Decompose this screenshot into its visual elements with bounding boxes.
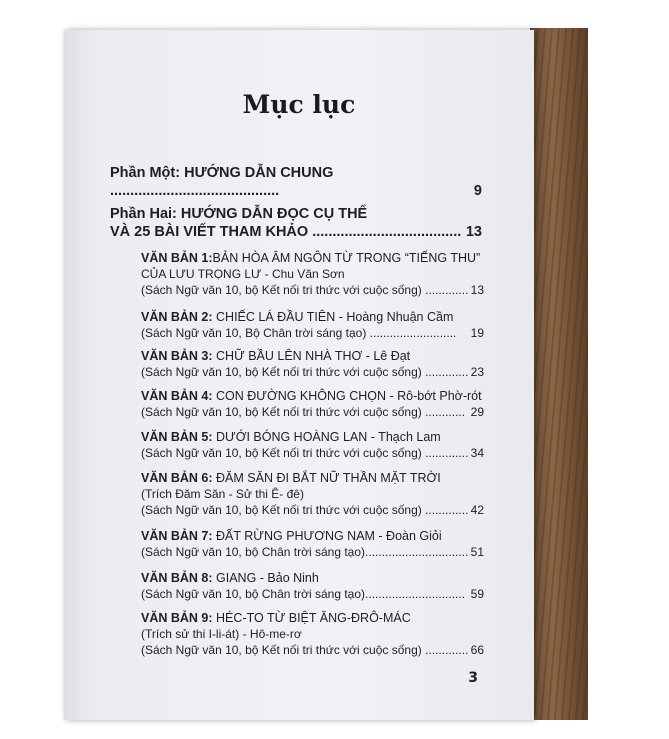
entry-source: (Sách Ngữ văn 10, bộ Chân trời sáng tạo).............................. (141, 587, 466, 601)
entry-source: (Sách Ngữ văn 10, bộ Kết nối tri thức với cuộc sống) ............. (141, 365, 469, 379)
entry-title: DƯỚI BÓNG HOÀNG LAN - Thạch Lam (212, 430, 441, 444)
page-title: Mục lục (242, 90, 356, 119)
entry-label: VĂN BẢN 4: (141, 389, 213, 403)
entry-source: (Sách Ngữ văn 10, bộ Chân trời sáng tạo)............................... (141, 545, 469, 559)
entry-page: 34 (470, 446, 484, 460)
entry-title-cont: (Trích Đăm Săn - Sử thi Ê- đê) (141, 487, 304, 501)
toc-part-two (110, 205, 482, 241)
entry-title: CHỮ BẦU LÊN NHÀ THƠ - Lê Đạt (212, 349, 411, 363)
part-text-cont: VÀ 25 BÀI VIẾT THAM KHẢO ..................................... (110, 224, 462, 240)
page-number: 3 (468, 670, 478, 686)
entry-title: HÉC-TO TỪ BIỆT ĂNG-ĐRÔ-MÁC (212, 611, 411, 625)
toc-part-one (110, 164, 482, 200)
part-text: Phần Một: HƯỚNG DẪN CHUNG .......................................... (110, 165, 334, 199)
entry-label: VĂN BẢN 2: (141, 310, 213, 324)
entry-source: (Sách Ngữ văn 10, bộ Kết nối tri thức với cuộc sống) ............. (141, 643, 469, 657)
entry-page: 13 (470, 283, 484, 297)
entry-page: 66 (470, 643, 484, 657)
toc-entry-5 (141, 429, 484, 461)
part-page: 13 (465, 224, 482, 240)
entry-title-cont: CỦA LƯU TRỌNG LƯ - Chu Văn Sơn (141, 267, 345, 281)
entry-page: 19 (470, 326, 484, 340)
entry-label: VĂN BẢN 1: (141, 251, 213, 265)
entry-page: 59 (470, 587, 484, 601)
entry-source: (Sách Ngữ văn 10, bộ Kết nối tri thức với cuộc sống) ............. (141, 283, 469, 297)
entry-page: 42 (470, 503, 484, 517)
entry-source: (Sách Ngữ văn 10, Bộ Chân trời sáng tạo) .......................... (141, 326, 457, 340)
entry-source: (Sách Ngữ văn 10, bộ Kết nối tri thức với cuộc sống) ............. (141, 503, 469, 517)
entry-page: 23 (470, 365, 484, 379)
entry-title-cont: (Trích sử thi I-li-át) - Hô-me-rơ (141, 627, 302, 641)
entry-label: VĂN BẢN 7: (141, 529, 213, 543)
part-page: 9 (473, 183, 482, 199)
entry-source: (Sách Ngữ văn 10, bộ Kết nối tri thức với cuộc sống) ............. (141, 446, 469, 460)
entry-title: GIANG - Bảo Ninh (212, 571, 319, 585)
toc-entry-4 (141, 388, 484, 420)
toc-entry-9 (141, 610, 484, 658)
toc-entry-8 (141, 570, 484, 602)
toc-entry-1 (141, 250, 484, 298)
entry-page: 29 (470, 405, 484, 419)
entry-title: BẢN HÒA ÂM NGÔN TỪ TRONG “TIẾNG THU” (212, 251, 481, 265)
toc-entry-2 (141, 309, 484, 341)
entry-label: VĂN BẢN 9: (141, 611, 213, 625)
entry-label: VĂN BẢN 6: (141, 471, 213, 485)
toc-entry-7 (141, 528, 484, 560)
book-page (64, 30, 534, 720)
entry-label: VĂN BẢN 3: (141, 349, 213, 363)
toc-entry-6 (141, 470, 484, 518)
toc-entry-3 (141, 348, 484, 380)
entry-label: VĂN BẢN 8: (141, 571, 213, 585)
entry-title: CON ĐƯỜNG KHÔNG CHỌN - Rô-bớt Phờ-rót (212, 389, 482, 403)
entry-source: (Sách Ngữ văn 10, bộ Kết nối tri thức với cuộc sống) ............ (141, 405, 466, 419)
entry-title: ĐĂM SĂN ĐI BẮT NỮ THẦN MẶT TRỜI (212, 471, 441, 485)
entry-title: ĐẤT RỪNG PHƯƠNG NAM - Đoàn Giỏi (212, 529, 442, 543)
entry-label: VĂN BẢN 5: (141, 430, 213, 444)
entry-page: 51 (470, 545, 484, 559)
wooden-table-background (530, 28, 588, 720)
entry-title: CHIẾC LÁ ĐẦU TIÊN - Hoàng Nhuận Cầm (212, 310, 454, 324)
part-text: Phần Hai: HƯỚNG DẪN ĐỌC CỤ THỂ (110, 206, 368, 222)
